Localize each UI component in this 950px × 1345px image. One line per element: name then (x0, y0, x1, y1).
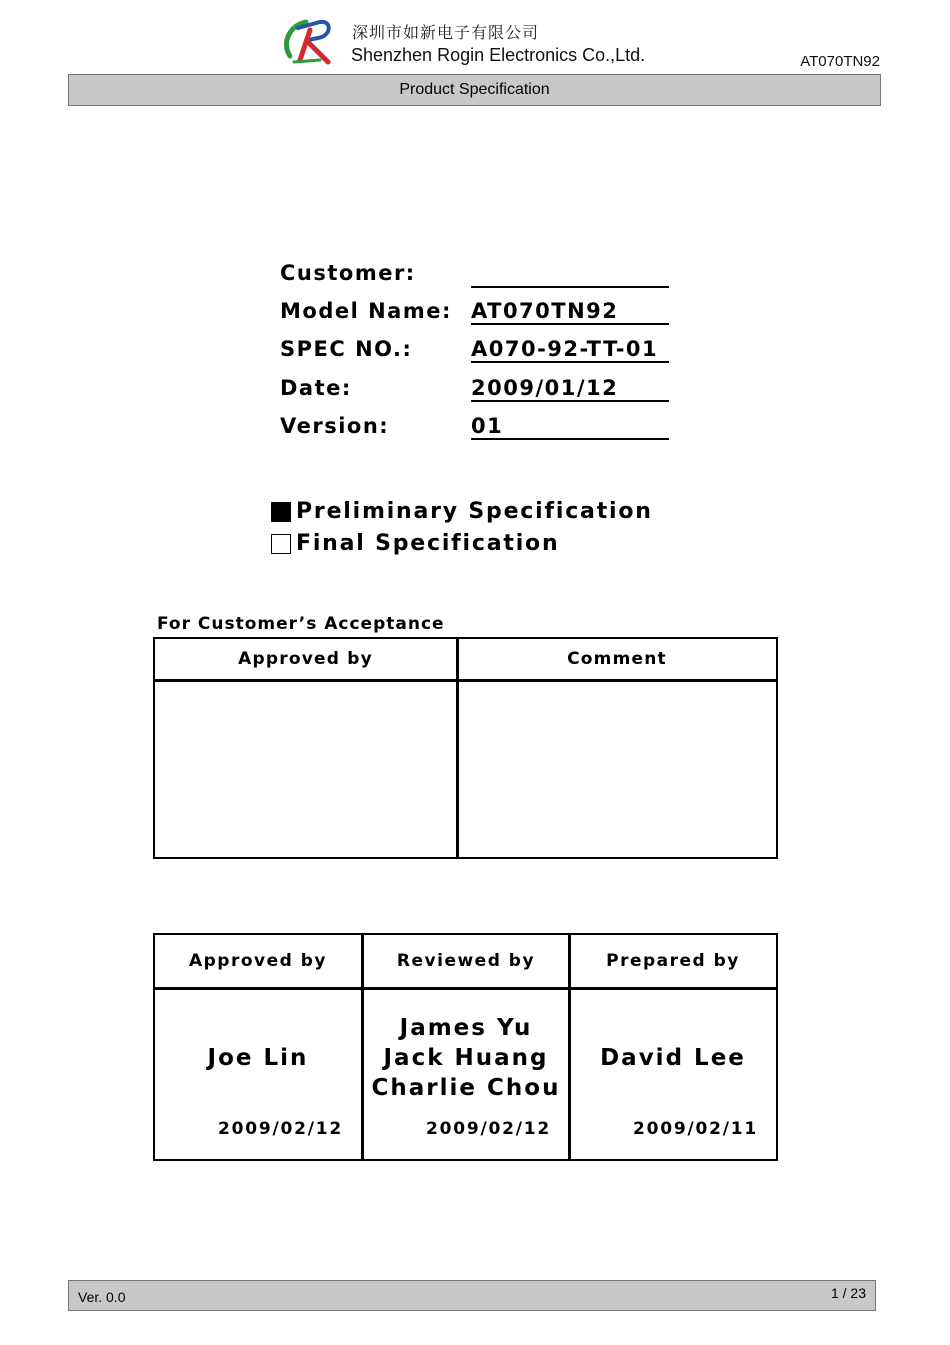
version-label: Version: (280, 414, 390, 438)
rogin-logo-icon (280, 16, 338, 68)
customer-value (471, 262, 669, 288)
acceptance-table (153, 637, 778, 859)
approver-names (155, 993, 361, 1123)
company-name-chinese: 深圳市如新电子有限公司 (352, 23, 540, 42)
acceptance-comment-header: Comment (567, 649, 667, 669)
reviewer-names (363, 993, 569, 1123)
final-spec-label: Final Specification (296, 531, 560, 556)
checked-box-icon (271, 502, 291, 522)
company-name-english: Shenzhen Rogin Electronics Co.,Ltd. (351, 45, 646, 65)
acceptance-approved-header: Approved by (238, 649, 373, 669)
footer-bar (68, 1280, 876, 1311)
spec-no-value: A070-92-TT-01 (471, 337, 669, 363)
approved-by-header: Approved by (188, 951, 327, 971)
reviewer-name: Charlie Chou (371, 1075, 561, 1101)
acceptance-header-divider (155, 679, 776, 682)
date-value: 2009/01/12 (471, 376, 669, 402)
prepared-date: 2009/02/11 (632, 1119, 758, 1139)
acceptance-title: For Customer’s Acceptance (157, 614, 445, 634)
model-name-value: AT070TN92 (471, 299, 669, 325)
date-label: Date: (280, 376, 352, 400)
header-model-code: AT070TN92 (800, 53, 880, 70)
document-title-bar (68, 74, 881, 106)
preparer-names (570, 993, 776, 1123)
preliminary-spec-option[interactable] (271, 499, 653, 524)
customer-label: Customer: (280, 261, 416, 285)
version-value: 01 (471, 414, 669, 440)
page-number: 1 / 23 (830, 1285, 866, 1301)
preparer-name: David Lee (600, 1045, 746, 1071)
signoff-header-divider (155, 987, 776, 990)
footer-version: Ver. 0.0 (78, 1289, 126, 1305)
document-title: Product Specification (399, 81, 550, 98)
preliminary-spec-label: Preliminary Specification (296, 499, 653, 524)
reviewed-date: 2009/02/12 (425, 1119, 551, 1139)
model-name-label: Model Name: (280, 299, 452, 323)
unchecked-box-icon (271, 534, 291, 554)
reviewed-by-header: Reviewed by (396, 951, 536, 971)
signoff-table (153, 933, 778, 1161)
spec-no-label: SPEC NO.: (280, 337, 413, 361)
reviewer-name: Jack Huang (383, 1045, 549, 1071)
prepared-by-header: Prepared by (606, 951, 740, 971)
approved-date: 2009/02/12 (217, 1119, 343, 1139)
reviewer-name: James Yu (399, 1015, 533, 1041)
final-spec-option[interactable] (271, 531, 559, 556)
approver-name: Joe Lin (207, 1045, 309, 1071)
